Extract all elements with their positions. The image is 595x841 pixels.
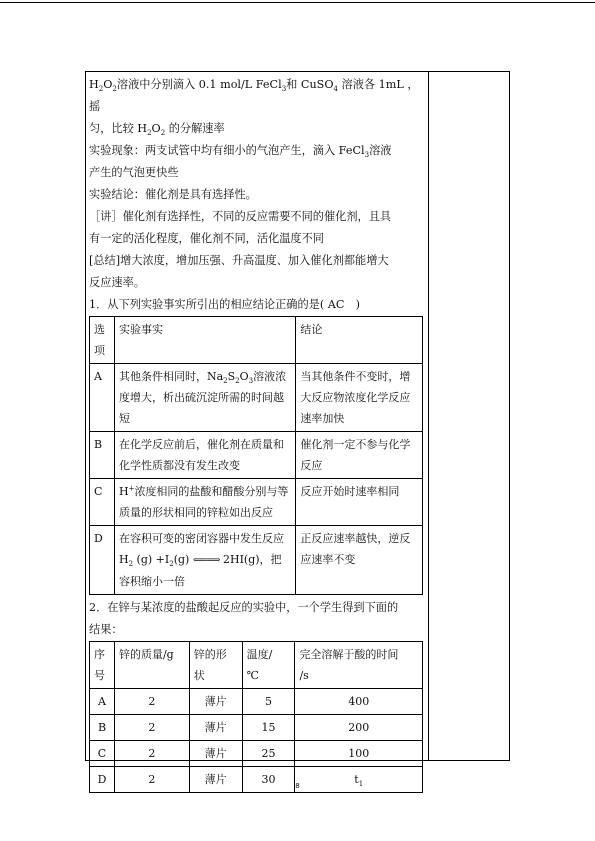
mass-cell: 2: [114, 715, 189, 741]
shape-cell: 薄片: [189, 689, 242, 715]
fact-cell: 在容积可变的密闭容器中发生反应 $H_2$ $(g) +I_2(g)$ ⟸⟹ 2HI(g)，把容积缩小一倍: [114, 526, 295, 595]
shape-cell: 薄片: [189, 767, 242, 793]
lecture-line-1: ［讲］催化剂有选择性，不同的反应需要不同的催化剂，且具: [89, 210, 392, 223]
table-row: [90, 715, 423, 741]
equilibrium-arrow-icon: ⟸⟹: [192, 555, 220, 566]
temperature-cell: 15: [242, 715, 295, 741]
table-header-time: 完全溶解于酸的时间 /s: [295, 642, 423, 689]
shape-cell: 薄片: [189, 741, 242, 767]
question-2-stem-2: 结果：: [89, 623, 123, 636]
table-row: [90, 741, 423, 767]
table-row: [90, 317, 423, 364]
option-label: B: [90, 432, 115, 479]
table-header-option: 选 项: [90, 317, 115, 364]
row-number: C: [90, 741, 115, 767]
table-header-result: 结论: [296, 317, 423, 364]
table-header-mass: 锌的质量/g: [114, 642, 189, 689]
option-label: D: [90, 526, 115, 595]
table-header-fact: 实验事实: [114, 317, 295, 364]
table-row: [90, 432, 423, 479]
result-cell: 反应开始时速率相同: [296, 479, 423, 526]
table-row: [90, 364, 423, 432]
table-header-number: 序 号: [90, 642, 115, 689]
temperature-cell: 5: [242, 689, 295, 715]
mass-cell: 2: [114, 767, 189, 793]
page-number: 8: [295, 782, 300, 790]
fact-cell: H+浓度相同的盐酸和醋酸分别与等质量的形状相同的锌粒如出反应: [114, 479, 295, 526]
table-row: [90, 642, 423, 689]
lesson-content: [89, 74, 424, 793]
intro-line-2: 匀，比较 $H_2O_2$ 的分解速率: [89, 122, 225, 138]
row-number: A: [90, 689, 115, 715]
time-cell: 200: [295, 715, 423, 741]
fact-cell: 在化学反应前后，催化剂在质量和化学性质都没有发生改变: [114, 432, 295, 479]
option-label: A: [90, 364, 115, 432]
time-cell: 400: [295, 689, 423, 715]
fact-cell: 其他条件相同时，$Na_2S_2O_3$溶液浓度增大，析出硫沉淀所需的时间越短: [114, 364, 295, 432]
phenomenon-line-2: 产生的气泡更快些: [89, 166, 179, 179]
row-number: B: [90, 715, 115, 741]
table-row: [90, 689, 423, 715]
summary-line-2: 反应速率。: [89, 276, 145, 289]
phenomenon-line-1: 实验现象：两支试管中均有细小的气泡产生，滴入 FeCl$_3$溶液: [89, 144, 392, 160]
table-header-shape: 锌的形 状: [189, 642, 242, 689]
time-cell: $t_1$: [295, 767, 423, 793]
row-number: D: [90, 767, 115, 793]
table-row: [90, 526, 423, 595]
shape-cell: 薄片: [189, 715, 242, 741]
result-cell: 当其他条件不变时，增大反应物浓度化学反应速率加快: [296, 364, 423, 432]
header-rule: [0, 2, 595, 3]
question-2-stem-1: 2．在锌与某浓度的盐酸起反应的实验中，一个学生得到下面的: [89, 601, 399, 614]
option-label: C: [90, 479, 115, 526]
result-cell: 正反应速率越快，逆反应速率不变: [296, 526, 423, 595]
frame-column-divider: [428, 71, 429, 761]
summary-line-1: [总结]增大浓度，增加压强、升高温度、加入催化剂都能增大: [89, 254, 389, 267]
temperature-cell: 30: [242, 767, 295, 793]
mass-cell: 2: [114, 741, 189, 767]
question-2-table: [89, 641, 423, 793]
lecture-line-2: 有一定的活化程度，催化剂不同，活化温度不同: [89, 232, 324, 245]
table-row: [90, 479, 423, 526]
temperature-cell: 25: [242, 741, 295, 767]
result-cell: 催化剂一定不参与化学反应: [296, 432, 423, 479]
time-cell: 100: [295, 741, 423, 767]
question-1-stem: 1．从下列实验事实所引出的相应结论正确的是( AC ): [89, 298, 360, 311]
mass-cell: 2: [114, 689, 189, 715]
intro-line-1: $H_2O_2$溶液中分别滴入 0.1 mol/L FeCl$_3$和 CuSO$_4$ 溶液各 1mL ，摇: [89, 78, 419, 113]
conclusion-line: 实验结论：催化剂是具有选择性。: [89, 188, 257, 201]
table-header-temperature: 温度/ ℃: [242, 642, 295, 689]
question-1-table: [89, 316, 423, 595]
